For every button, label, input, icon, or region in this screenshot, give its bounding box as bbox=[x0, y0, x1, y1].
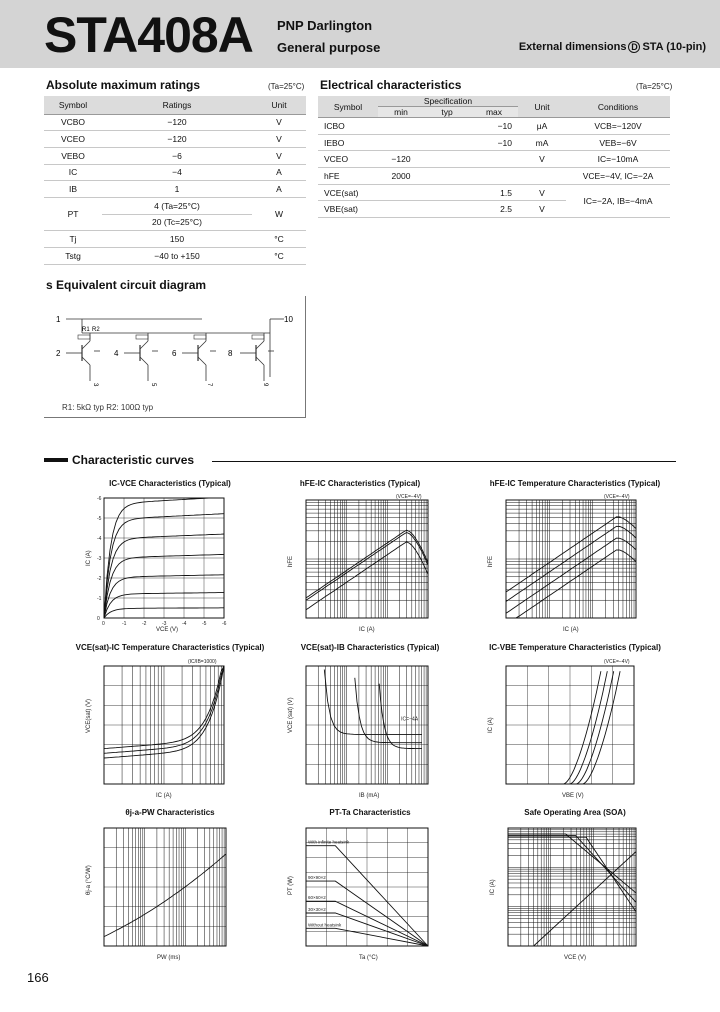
section-rule bbox=[212, 461, 676, 462]
table-row bbox=[44, 131, 306, 148]
y-axis-label: VCE(sat) (V) bbox=[86, 698, 92, 733]
resistor-note: R1: 5kΩ typ R2: 100Ω typ bbox=[62, 403, 154, 412]
x-axis-label: Ta (°C) bbox=[359, 955, 378, 961]
spec-max: max bbox=[470, 107, 518, 118]
curves-title: Characteristic curves bbox=[72, 453, 195, 467]
cell-typ bbox=[424, 134, 470, 151]
elec-header-conditions: Conditions bbox=[566, 96, 670, 118]
collector-line bbox=[82, 341, 90, 349]
cell-symbol: IB bbox=[44, 181, 102, 198]
cell-symbol: VCEO bbox=[318, 151, 378, 168]
derating-label: 60×60×2 bbox=[308, 895, 326, 901]
cell-symbol: VBE(sat) bbox=[318, 201, 378, 218]
x-axis-label: IC (A) bbox=[156, 793, 172, 799]
x-tick-label: -2 bbox=[142, 621, 147, 627]
cell-symbol: hFE bbox=[318, 168, 378, 185]
cell-max bbox=[470, 168, 518, 185]
y-axis-label: VCE (sat) (V) bbox=[288, 697, 294, 733]
cell-typ bbox=[424, 184, 470, 201]
chart-condition: (VCE=−4V) bbox=[396, 494, 422, 500]
table-row bbox=[44, 181, 306, 198]
y-axis-label: θj-a (°C/W) bbox=[86, 865, 92, 895]
x-axis-label: IC (A) bbox=[563, 627, 579, 633]
pin-10-label: 10 bbox=[284, 315, 293, 324]
cell-rating: 1 bbox=[102, 181, 252, 198]
subtitle-type: PNP Darlington bbox=[277, 18, 373, 33]
cell-max: 1.5 bbox=[470, 184, 518, 201]
y-tick-label: -4 bbox=[97, 536, 102, 542]
plot-frame bbox=[508, 828, 636, 946]
x-tick-label: -3 bbox=[162, 621, 167, 627]
emitter-line bbox=[140, 357, 148, 365]
chart-title-6: IC-VBE Temperature Characteristics (Typical) bbox=[489, 643, 661, 652]
cell-symbol: PT bbox=[44, 197, 102, 230]
abs-header-symbol: Symbol bbox=[44, 96, 102, 114]
resistor-symbol bbox=[194, 335, 206, 339]
cell-unit: A bbox=[252, 181, 306, 198]
spec-min: min bbox=[378, 107, 424, 118]
y-tick-label: -1 bbox=[97, 596, 102, 602]
resistor-symbol bbox=[78, 335, 90, 339]
cell-symbol: ICBO bbox=[318, 118, 378, 135]
cell-symbol: VCE(sat) bbox=[318, 184, 378, 201]
cell-max: −10 bbox=[470, 118, 518, 135]
cell-symbol: IC bbox=[44, 164, 102, 181]
y-tick-label: -5 bbox=[97, 516, 102, 522]
elec-header-unit: Unit bbox=[518, 96, 566, 118]
collector-line bbox=[140, 341, 148, 349]
x-tick-label: -1 bbox=[122, 621, 127, 627]
pin-7-label: 7 bbox=[206, 383, 212, 387]
chart-title-4: VCE(sat)-IC Temperature Characteristics (Typical) bbox=[75, 643, 265, 652]
cell-typ bbox=[424, 151, 470, 168]
cell-max bbox=[470, 151, 518, 168]
x-axis-label: VCE (V) bbox=[564, 955, 587, 961]
cell-symbol: VEBO bbox=[44, 147, 102, 164]
cell-min: −120 bbox=[378, 151, 424, 168]
pt-ta-chart bbox=[284, 818, 434, 968]
table-row bbox=[318, 134, 670, 151]
ext-dim-suffix: STA (10-pin) bbox=[642, 41, 706, 53]
cell-symbol: Tj bbox=[44, 231, 102, 248]
abs-max-condition: (Ta=25°C) bbox=[268, 82, 305, 91]
y-axis-label: hFE bbox=[288, 555, 294, 567]
chart-condition: (IC/IB=1000) bbox=[188, 659, 217, 665]
abs-max-table bbox=[44, 96, 306, 265]
hfe-ic-chart bbox=[284, 490, 434, 638]
collector-line bbox=[198, 341, 206, 349]
y-tick-label: -6 bbox=[97, 496, 102, 502]
cell-symbol: Tstg bbox=[44, 248, 102, 265]
y-tick-label: -2 bbox=[97, 576, 102, 582]
chart-title-5: VCE(sat)-IB Characteristics (Typical) bbox=[300, 643, 440, 652]
cell-conditions: VCE=−4V, IC=−2A bbox=[566, 168, 670, 185]
abs-max-title: Absolute maximum ratings bbox=[46, 78, 201, 92]
cell-unit: μA bbox=[518, 118, 566, 135]
subtitle-purpose: General purpose bbox=[277, 40, 381, 55]
pin-3-label: 3 bbox=[92, 383, 98, 387]
y-tick-label: 0 bbox=[97, 616, 100, 622]
abs-header-ratings: Ratings bbox=[102, 96, 252, 114]
cell-unit: V bbox=[518, 184, 566, 201]
vcesat-ib-chart bbox=[284, 654, 434, 804]
emitter-line bbox=[82, 357, 90, 365]
table-row bbox=[44, 147, 306, 164]
curve-label: IC=−4A bbox=[401, 716, 419, 723]
x-axis-label: VCE (V) bbox=[156, 627, 179, 633]
pin-4-label: 4 bbox=[114, 349, 119, 358]
pin-2-label: 2 bbox=[56, 349, 61, 358]
chart-title-1: IC-VCE Characteristics (Typical) bbox=[109, 479, 231, 488]
cell-unit: A bbox=[252, 164, 306, 181]
cell-rating: −120 bbox=[102, 131, 252, 148]
cell-max: 2.5 bbox=[470, 201, 518, 218]
y-axis-label: hFE bbox=[488, 555, 494, 567]
cell-rating: 4 (Ta=25°C) bbox=[102, 197, 252, 214]
cell-conditions: IC=−10mA bbox=[566, 151, 670, 168]
cell-min bbox=[378, 201, 424, 218]
cell-unit: °C bbox=[252, 248, 306, 265]
cell-symbol: VCEO bbox=[44, 131, 102, 148]
derating-label: 30×30×2 bbox=[308, 906, 326, 912]
cell-unit: °C bbox=[252, 231, 306, 248]
table-row bbox=[44, 248, 306, 265]
cell-unit: mA bbox=[518, 134, 566, 151]
cell-min bbox=[378, 134, 424, 151]
y-axis-label: IC (A) bbox=[86, 550, 92, 566]
emitter-line bbox=[256, 357, 264, 365]
chart-title-2: hFE-IC Characteristics (Typical) bbox=[299, 479, 421, 488]
collector-line bbox=[256, 341, 264, 349]
y-tick-label: -3 bbox=[97, 556, 102, 562]
cell-conditions: IC=−2A, IB=−4mA bbox=[566, 184, 670, 217]
x-axis-label: IB (mA) bbox=[359, 793, 380, 799]
equivalent-circuit-diagram bbox=[52, 305, 300, 400]
table-row bbox=[44, 197, 306, 214]
ext-dim-prefix: External dimensions bbox=[518, 41, 627, 53]
cell-rating: 150 bbox=[102, 231, 252, 248]
soa-chart bbox=[484, 818, 644, 968]
ic-vbe-temp-chart bbox=[484, 654, 644, 804]
pin-6-label: 6 bbox=[172, 349, 177, 358]
y-axis-label: IC (A) bbox=[490, 879, 496, 895]
cell-rating: −40 to +150 bbox=[102, 248, 252, 265]
pin-1-label: 1 bbox=[56, 315, 61, 324]
cell-rating: 20 (Tc=25°C) bbox=[102, 214, 252, 231]
ic-vce-chart bbox=[84, 490, 234, 638]
theta-pw-chart bbox=[84, 818, 234, 968]
derating-label: Without heatsink bbox=[308, 922, 342, 928]
cell-rating: −4 bbox=[102, 164, 252, 181]
elec-condition: (Ta=25°C) bbox=[636, 82, 673, 91]
derating-label: 90×90×2 bbox=[308, 875, 326, 881]
cell-rating: −6 bbox=[102, 147, 252, 164]
x-tick-label: -4 bbox=[182, 621, 187, 627]
table-row bbox=[318, 168, 670, 185]
part-number: STA408A bbox=[44, 7, 253, 63]
cell-unit: V bbox=[518, 151, 566, 168]
r2-label: R2 bbox=[92, 327, 100, 333]
y-axis-label: PT (W) bbox=[288, 876, 294, 895]
chart-title-8: PT-Ta Characteristics bbox=[329, 808, 411, 817]
cell-symbol: VCBO bbox=[44, 114, 102, 131]
cell-unit: V bbox=[252, 147, 306, 164]
table-row bbox=[318, 118, 670, 135]
resistor-symbol bbox=[252, 335, 264, 339]
chart-title-7: θj-a-PW Characteristics bbox=[125, 808, 215, 817]
cell-min: 2000 bbox=[378, 168, 424, 185]
x-tick-label: 0 bbox=[102, 621, 105, 627]
table-row bbox=[44, 231, 306, 248]
circuit-title-text: Equivalent circuit diagram bbox=[56, 278, 207, 292]
x-axis-label: IC (A) bbox=[359, 627, 375, 633]
cell-min bbox=[378, 118, 424, 135]
cell-unit: V bbox=[252, 131, 306, 148]
cell-symbol: IEBO bbox=[318, 134, 378, 151]
elec-header-symbol: Symbol bbox=[318, 96, 378, 118]
circled-d-icon: D bbox=[628, 41, 640, 53]
section-bar bbox=[44, 458, 68, 462]
elec-table bbox=[318, 96, 670, 218]
cell-max: −10 bbox=[470, 134, 518, 151]
circuit-title bbox=[46, 278, 206, 292]
emitter-line bbox=[198, 357, 206, 365]
abs-header-unit: Unit bbox=[252, 96, 306, 114]
chart-title-3: hFE-IC Temperature Characteristics (Typical) bbox=[489, 479, 661, 488]
hfe-ic-temp-chart bbox=[484, 490, 644, 638]
pin-9-label: 9 bbox=[262, 383, 268, 387]
y-axis-label: IC (A) bbox=[488, 717, 494, 733]
cell-typ bbox=[424, 168, 470, 185]
cell-unit: V bbox=[252, 114, 306, 131]
page-number: 166 bbox=[27, 970, 49, 985]
table-row bbox=[318, 184, 670, 201]
cell-typ bbox=[424, 118, 470, 135]
elec-title: Electrical characteristics bbox=[320, 78, 462, 92]
cell-min bbox=[378, 184, 424, 201]
derating-label: With infinite heatsink bbox=[308, 839, 350, 845]
chart-condition: (VCE=−4V) bbox=[604, 494, 630, 500]
x-tick-label: -5 bbox=[202, 621, 207, 627]
resistor-symbol bbox=[136, 335, 148, 339]
external-dimensions bbox=[519, 41, 706, 53]
cell-conditions: VCB=−120V bbox=[566, 118, 670, 135]
cell-unit: V bbox=[518, 201, 566, 218]
cell-unit: W bbox=[252, 197, 306, 230]
vcesat-ic-temp-chart bbox=[84, 654, 234, 804]
x-axis-label: VBE (V) bbox=[562, 793, 584, 799]
chart-condition: (VCE=−4V) bbox=[604, 659, 630, 665]
chart-title-9: Safe Operating Area (SOA) bbox=[524, 808, 626, 817]
r1-label: R1 bbox=[82, 327, 90, 333]
cell-unit bbox=[518, 168, 566, 185]
spec-typ: typ bbox=[424, 107, 470, 118]
cell-conditions: VEB=−6V bbox=[566, 134, 670, 151]
x-tick-label: -6 bbox=[222, 621, 227, 627]
table-row bbox=[318, 151, 670, 168]
cell-typ bbox=[424, 201, 470, 218]
table-row bbox=[44, 114, 306, 131]
elec-header-spec: Specification bbox=[378, 96, 518, 107]
x-axis-label: PW (ms) bbox=[157, 955, 181, 961]
cell-rating: −120 bbox=[102, 114, 252, 131]
table-row bbox=[44, 164, 306, 181]
circuit-bullet: s bbox=[46, 278, 53, 292]
pin-5-label: 5 bbox=[150, 383, 156, 387]
pin-8-label: 8 bbox=[228, 349, 233, 358]
